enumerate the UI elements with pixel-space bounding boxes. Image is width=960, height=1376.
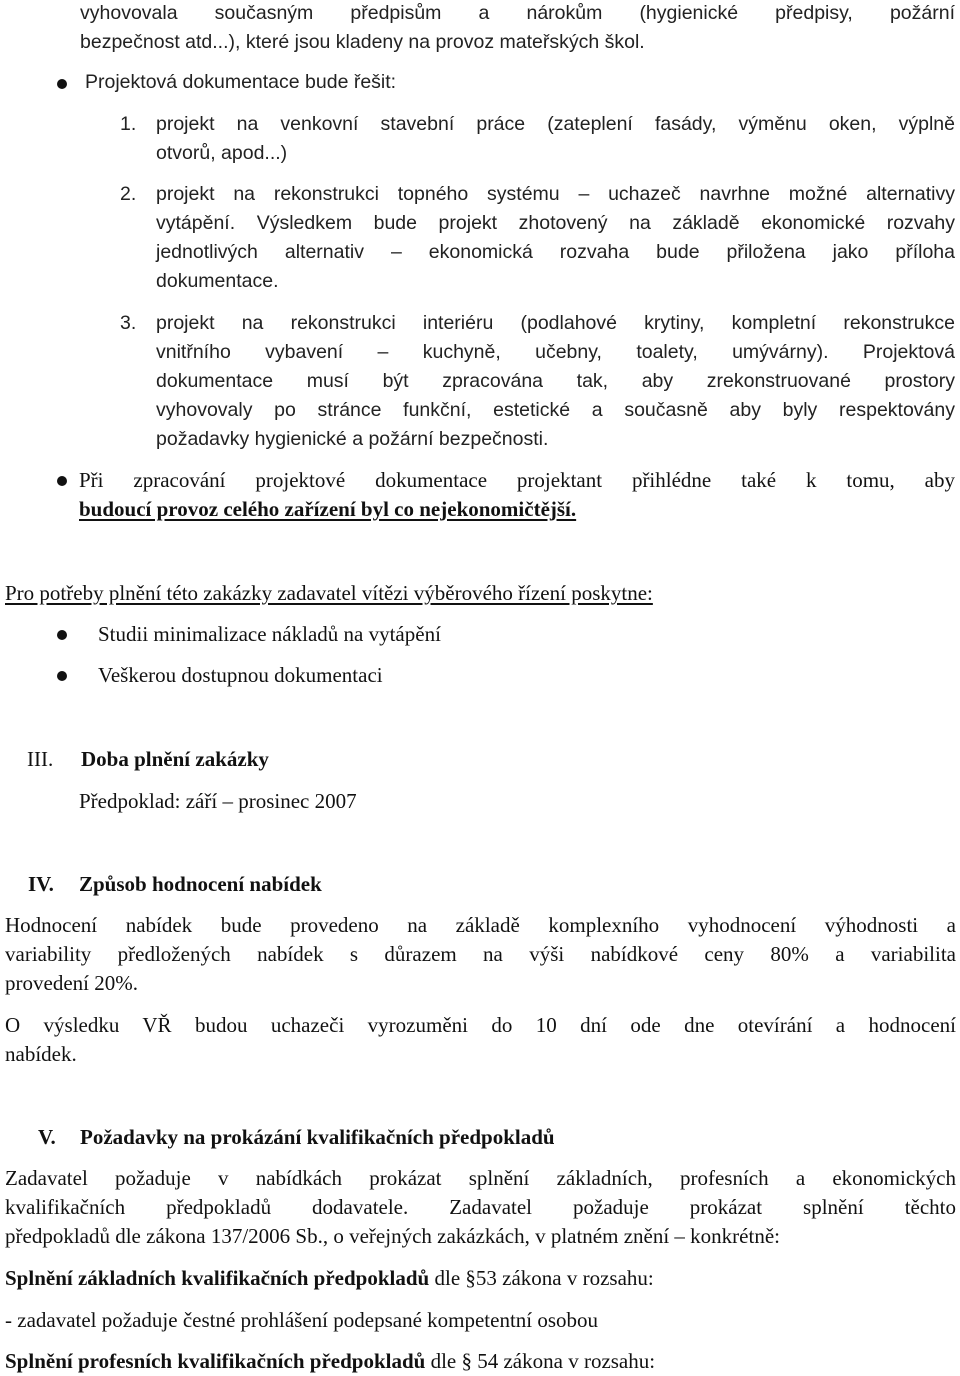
paragraph-line: provedení 20%.: [5, 971, 138, 995]
list-number: 1.: [120, 113, 137, 135]
paragraph-line: Zadavatel požaduje v nabídkách prokázat splnění základních, profesních a ekonomických: [5, 1166, 956, 1190]
paragraph-line: kvalifikačních předpokladů dodavatele. Zadavatel požaduje prokázat splnění těchto: [5, 1195, 956, 1219]
list-item-line: otvorů, apod...): [156, 142, 288, 164]
note-line: Při zpracování projektové dokumentace projektant přihlédne také k tomu, aby: [79, 468, 955, 492]
paragraph-line: bezpečnost atd...), které jsou kladeny na provoz mateřských škol.: [80, 31, 645, 53]
list-item-line: projekt na venkovní stavební práce (zateplení fasády, výměnu oken, výplně: [156, 113, 955, 135]
section-number: III.: [27, 747, 54, 771]
section-text: Předpoklad: září – prosinec 2007: [79, 789, 357, 813]
list-item-line: projekt na rekonstrukci interiéru (podlahové krytiny, kompletní rekonstrukce: [156, 312, 955, 334]
provide-heading: Pro potřeby plnění této zakázky zadavatel vítězi výběrového řízení poskytne:: [5, 581, 653, 605]
section-title: Požadavky na prokázání kvalifikačních předpokladů: [80, 1125, 555, 1149]
provide-item: Veškerou dostupnou dokumentaci: [98, 663, 383, 687]
note-emphasis: budoucí provoz celého zařízení byl co nejekonomičtější.: [79, 497, 577, 521]
paragraph-line: variability předložených nabídek s důrazem na výši nabídkové ceny 80% a variabilita: [5, 942, 956, 966]
bullet-icon: [57, 79, 67, 89]
list-item-line: vytápění. Výsledkem bude projekt zhotovený na základě ekonomické rozvahy: [156, 212, 955, 234]
qualification-basic: [5, 1264, 654, 1293]
paragraph-line: vyhovovala současným předpisům a nárokům (hygienické předpisy, požární: [80, 2, 955, 24]
bullet-icon: [57, 476, 67, 486]
list-item-line: vyhovovaly po stránce funkční, estetické a současně aby byly respektovány: [156, 399, 955, 421]
provide-item: Studii minimalizace nákladů na vytápění: [98, 622, 441, 646]
section-number: V.: [38, 1125, 56, 1149]
section-title: Způsob hodnocení nabídek: [79, 872, 322, 896]
list-number: 2.: [120, 183, 137, 205]
qualification-prof-rest: dle § 54 zákona v rozsahu:: [430, 1349, 656, 1373]
bullet-icon: [57, 630, 67, 640]
list-item-line: vnitřního vybavení – kuchyně, učebny, toalety, umývárny). Projektová: [156, 341, 955, 363]
qualification-prof-bold: Splnění profesních kvalifikačních předpokladů: [5, 1349, 426, 1373]
paragraph-line: O výsledku VŘ budou uchazeči vyrozuměni do 10 dní ode dne otevírání a hodnocení: [5, 1013, 956, 1037]
dash-line: - zadavatel požaduje čestné prohlášení podepsané kompetentní osobou: [5, 1308, 599, 1332]
bullet-icon: [57, 671, 67, 681]
qualification-basic-bold: Splnění základních kvalifikačních předpokladů: [5, 1266, 430, 1290]
list-item-line: požadavky hygienické a požární bezpečnosti.: [156, 428, 549, 450]
list-number: 3.: [120, 312, 137, 334]
paragraph-line: předpokladů dle zákona 137/2006 Sb., o veřejných zakázkách, v platném znění – konkrétně:: [5, 1224, 780, 1248]
list-item-line: jednotlivých alternativ – ekonomická rozvaha bude přiložena jako příloha: [156, 241, 955, 263]
section-subheading: Projektová dokumentace bude řešit:: [85, 71, 397, 93]
list-item-line: projekt na rekonstrukci topného systému – uchazeč navrhne možné alternativy: [156, 183, 955, 205]
section-number: IV.: [28, 872, 54, 896]
list-item-line: dokumentace.: [156, 270, 279, 292]
list-item-line: dokumentace musí být zpracována tak, aby zrekonstruované prostory: [156, 370, 955, 392]
paragraph-line: Hodnocení nabídek bude provedeno na základě komplexního vyhodnocení výhodnosti a: [5, 913, 956, 937]
qualification-prof: [5, 1347, 655, 1376]
paragraph-line: nabídek.: [5, 1042, 77, 1066]
section-title: Doba plnění zakázky: [81, 747, 269, 771]
qualification-basic-rest: dle §53 zákona v rozsahu:: [434, 1266, 654, 1290]
